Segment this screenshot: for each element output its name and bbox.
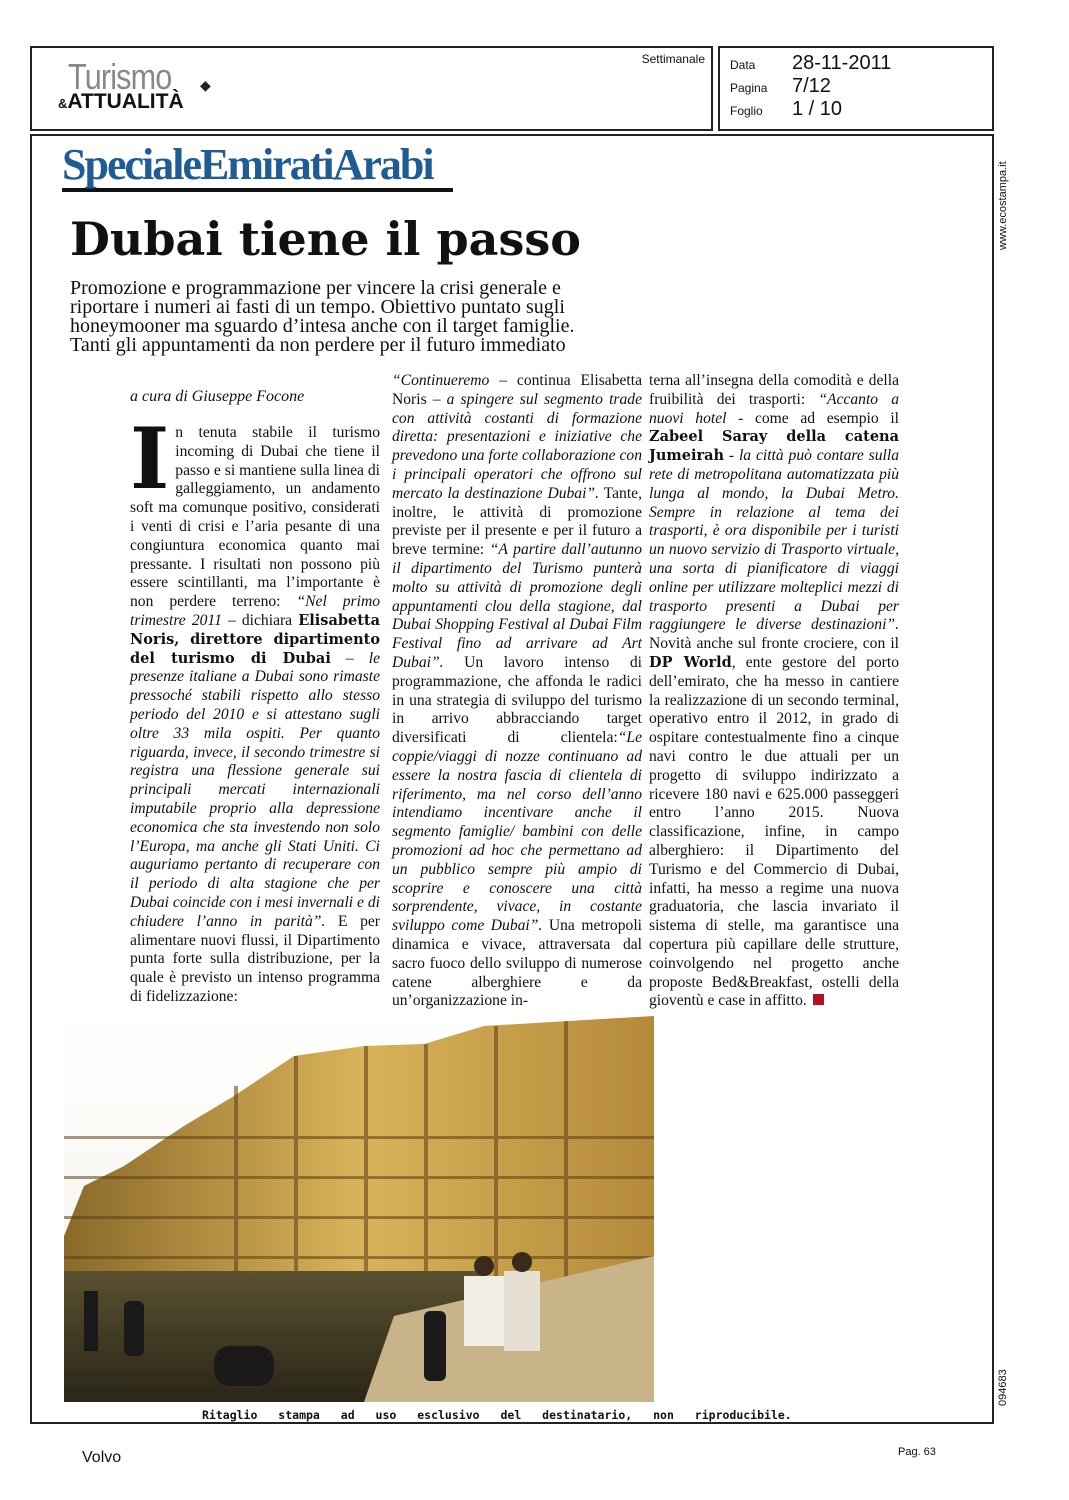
logo-attualita: &ATTUALITÀ bbox=[58, 90, 184, 113]
body-text: - come ad esempio il bbox=[726, 409, 899, 427]
drop-cap: I bbox=[130, 409, 170, 508]
quote-text: “Continueremo bbox=[392, 372, 490, 389]
body-text: , ente gestore del porto dell’emirato, che ha messo in cantiere la realizzazione di un secondo terminal, operativo entro il 2012, in grado di ospitare contestualmente fino a cinque navi contro le due attuali per un progetto di sviluppo indirizzato a ricevere 180 navi e 625.000 passeggeri entro l’anno 2015. Nuova classificazione, infine, in campo alberghiero: il Dipartimento del Turismo e del Commercio di Dubai, infatti, ha messo a regime una nuova graduatoria, che lascia invariato il sistema di stelle, ma garantisce una copertura più capillare delle strutture, coinvolgendo nel progetto anche proposte Bed&Breakfast, ostelli della gioventù e case in affitto. bbox=[649, 653, 899, 1010]
body-text: terna all’insegna della comodità e della fruibilità dei trasporti: bbox=[649, 372, 899, 408]
body-text: – continua Elisabetta Noris – bbox=[392, 372, 642, 408]
body-text: Una metropoli dinamica e vivace, attraversata dal sacro fuoco dello sviluppo di numerose catene alberghiere e da un’organizzazione in- bbox=[392, 917, 642, 1010]
section-banner: SpecialeEmiratiArabi bbox=[62, 142, 453, 192]
quote-text: “Nel primo trimestre 2011 bbox=[130, 593, 380, 629]
metadata-box bbox=[718, 46, 994, 131]
body-text: E per alimentare nuovi flussi, il Dipartimento punta forte sulla distribuzione, per la quale è previsto un intenso programma di fidelizzazione: bbox=[130, 912, 380, 1005]
body-text: Tante, inoltre, le attività di promozione previste per il presente e per il futuro a breve termine: bbox=[392, 484, 642, 559]
logo-diamond-icon: ◆ bbox=[200, 78, 211, 94]
page-number: Pag. 63 bbox=[898, 1446, 936, 1458]
body-text: – dichiara bbox=[221, 611, 299, 629]
bold-text: Elisabetta Noris, direttore dipartimento del turismo di Dubai bbox=[130, 611, 381, 667]
document-code: 094683 bbox=[997, 1369, 1009, 1406]
quote-text: “A partire dall’autunno il dipartimento del Turismo punterà molto su attività di promozione degli appuntamenti clou della stagione, dal Dubai Shopping Festival al Dubai Film Festival fino ad arrivare ad Art Dubai”. bbox=[392, 541, 642, 671]
quote-text: le presenze italiane a Dubai sono rimaste pressoché stabili rispetto allo stesso periodo del 2010 e si attestano sugli oltre 33 mila ospiti. Per quanto riguarda, invece, il secondo trimestre si registra una flessione generale sui principali mercati internazionali imputabile proprio alla depressione economica che sta investendo non solo l’Europa, ma anche gli Stati Uniti. Ci auguriamo pertanto di recuperare con il periodo di alta stagione che per Dubai coincide con i mesi invernali e di chiudere l’anno in parità”. bbox=[130, 649, 381, 930]
quote-text: - la città può contare sulla rete di metropolitana automatizzata più lunga al mondo, la Dubai Metro. Sempre in relazione al tema dei trasporti, è ora disponibile per i turisti un nuovo servizio di Trasporto virtuale, una sorta di pianificatore di viaggi online per utilizzare molteplici mezzi di trasporto presenti a Dubai per raggiungere le diverse destinazioni”. bbox=[649, 447, 899, 634]
article-column-2 bbox=[392, 372, 642, 1011]
meta-sheet: Foglio 1 / 10 bbox=[730, 98, 843, 120]
body-text: Novità anche sul fronte crociere, con il bbox=[649, 635, 899, 653]
article-title: Dubai tiene il passo bbox=[70, 212, 581, 266]
quote-text: “Le coppie/viaggi di nozze continuano ad essere la nostra fascia di clientela di riferimento, ma nel corso dell’anno intendiamo incentivare anche il segmento famiglie/ bambini con delle promozioni ad hoc che permettano ad un pubblico sempre più ampio di scoprire e conoscere una città sorprendente, vivace, in costante sviluppo come Dubai”. bbox=[392, 729, 642, 935]
quote-text: “Accanto a nuovi hotel bbox=[649, 390, 900, 427]
dubai-hotel-photo bbox=[64, 1016, 654, 1402]
client-name: Volvo bbox=[82, 1449, 122, 1466]
logo-turismo: Turismo bbox=[68, 56, 172, 97]
website-vertical: www.ecostampa.it bbox=[997, 161, 1009, 250]
masthead-box bbox=[30, 46, 713, 131]
body-text: – bbox=[330, 649, 369, 667]
article-column-1 bbox=[130, 409, 381, 1007]
bold-text: Zabeel Saray della catena Jumeirah bbox=[649, 428, 899, 465]
meta-page: Pagina 7/12 bbox=[730, 75, 831, 97]
article-column-3 bbox=[649, 372, 899, 1011]
copyright-notice: Ritaglio stampa ad uso esclusivo del destinatario, non riproducibile. bbox=[202, 1408, 792, 1422]
bold-text: DP World bbox=[649, 653, 732, 671]
meta-date: Data 28-11-2011 bbox=[730, 52, 892, 74]
frequency-label: Settimanale bbox=[641, 52, 705, 66]
body-text: n tenuta stabile il turismo incoming di Dubai che tiene il passo e si mantiene sulla linea di galleggiamento, un andamento soft ma comunque positivo, considerati i venti di crisi e l’aria pesante di una congiuntura economica quanto mai pressante. I risultati non possono più essere scintillanti, ma l’importante è non perdere terreno: bbox=[130, 424, 380, 611]
quote-text: a spingere sul segmento trade con attività costanti di formazione diretta: presentazioni e iniziative che prevedono una forte collaborazione con i principali operatori che offrono sul mercato la destinazione Dubai”. bbox=[392, 390, 642, 502]
end-mark-icon bbox=[813, 994, 824, 1005]
byline: a cura di Giuseppe Focone bbox=[130, 388, 305, 405]
article-box bbox=[30, 134, 994, 1424]
article-subtitle: Promozione e programmazione per vincere la crisi generale e riportare i numeri ai fasti di un tempo. Obiettivo puntato sugli honeymooner ma sguardo d’intesa anche con il target famiglie. Tanti gli appuntamenti da non perdere per il futuro immediato bbox=[70, 277, 575, 356]
body-text: Un lavoro intenso di programmazione, che affonda le radici in una strategia di sviluppo del turismo in arrivo abbracciando target diversificati di clientela: bbox=[392, 653, 642, 747]
